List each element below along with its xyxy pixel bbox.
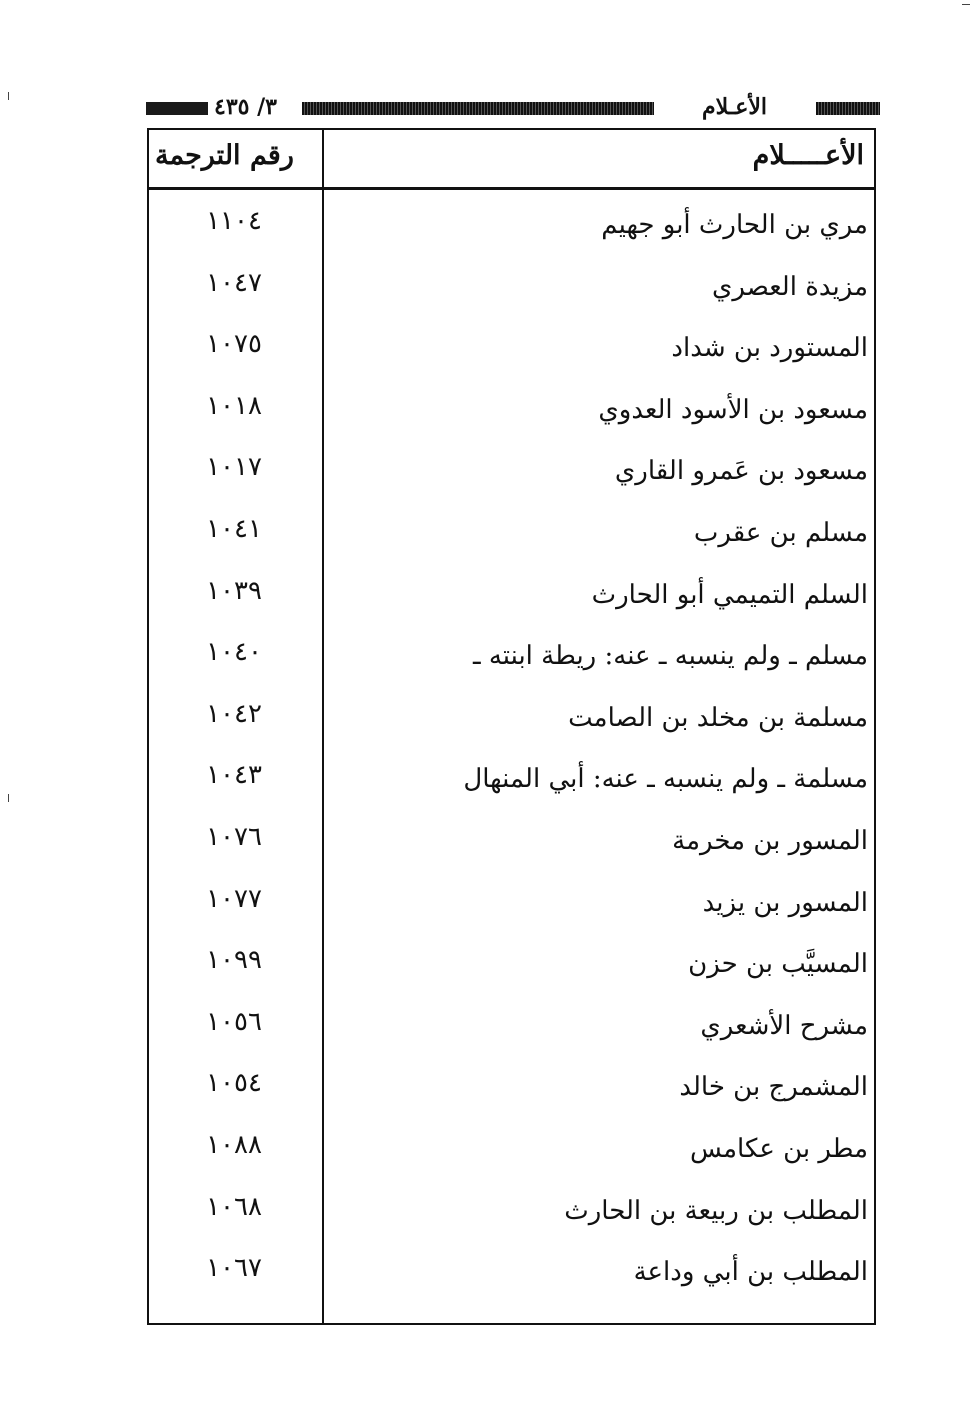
table-row [149, 321, 874, 383]
entry-name: مسلمة بن مخلد بن الصامت [568, 702, 868, 733]
table-row [149, 937, 874, 999]
entry-name: مطر بن عكامس [689, 1134, 868, 1164]
margin-mark [8, 92, 9, 100]
entry-number: ١٠٤٠ [206, 637, 262, 668]
table-row [149, 1122, 874, 1184]
entry-name: مسعود بن الأسود العدوي [598, 394, 868, 425]
table-row [149, 444, 874, 506]
entry-name: المطلب بن أبي وداعة [633, 1257, 868, 1288]
entry-name: مشرح الأشعري [700, 1010, 868, 1041]
page-reference: ٣/ ٤٣٥ [214, 94, 277, 120]
table-row [149, 568, 874, 630]
header-rule [149, 187, 876, 190]
entry-number: ١٠١٧ [206, 452, 262, 483]
entry-number: ١٠٤٢ [206, 698, 262, 729]
entry-name: المسور بن مخرمة [672, 826, 868, 856]
entry-name: مسعود بن عَمرو القاري [614, 456, 868, 487]
entry-name: مزيدة العصري [712, 271, 868, 302]
entry-number: ١٠٨٨ [206, 1130, 262, 1160]
table-row [149, 691, 874, 753]
entry-name: مري بن الحارث أبو جهيم [601, 210, 868, 240]
entry-name: المسيَّب بن حزن [688, 949, 868, 980]
index-table [147, 128, 876, 1325]
table-row [149, 629, 874, 691]
table-row [149, 1245, 874, 1307]
table-row [149, 1060, 874, 1122]
table-row [149, 260, 874, 322]
table-row [149, 999, 874, 1061]
entry-number: ١٠٤١ [206, 514, 262, 544]
table-row [149, 506, 874, 568]
names-column-header: الأعـــــلام [752, 140, 864, 171]
running-header [146, 96, 880, 122]
entry-number: ١٠١٨ [206, 390, 262, 421]
entry-name: المسور بن يزيد [702, 887, 868, 918]
entry-number: ١٠٧٦ [206, 822, 262, 852]
table-row [149, 752, 874, 814]
entry-number: ١٠٦٨ [206, 1191, 262, 1222]
header-bar-right [816, 102, 880, 115]
entry-number: ١٠٥٦ [206, 1006, 262, 1037]
header-bar-middle [302, 102, 654, 115]
margin-mark [962, 4, 970, 5]
entry-name: المشمرج بن خالد [679, 1072, 868, 1103]
table-row [149, 814, 874, 876]
entry-number: ١٠٧٧ [206, 883, 262, 914]
entry-name: مسلم ـ ولم ينسبه ـ عنه: ريطة ابنته ـ [472, 641, 868, 672]
entry-name: مسلم بن عقرب [693, 518, 868, 548]
entry-number: ١٠٣٩ [206, 575, 262, 606]
table-row [149, 198, 874, 260]
entry-number: ١١٠٤ [206, 206, 262, 236]
entry-number: ١٠٧٥ [206, 329, 262, 360]
entry-number: ١٠٥٤ [206, 1068, 262, 1099]
number-column-header: رقم الترجمة [155, 140, 294, 171]
entry-name: المطلب بن ربيعة بن الحارث [564, 1195, 868, 1226]
entry-number: ١٠٤٧ [206, 267, 262, 298]
entry-number: ١٠٤٣ [206, 760, 262, 791]
entry-name: السلم التميمي أبو الحارث [591, 579, 868, 610]
entry-name: المستورد بن شداد [671, 333, 868, 364]
table-row [149, 1184, 874, 1246]
header-bar-left [146, 102, 208, 115]
entry-number: ١٠٩٩ [206, 945, 262, 976]
entry-name: مسلمة ـ ولم ينسبه ـ عنه: أبي المنهال [463, 764, 868, 795]
table-row [149, 876, 874, 938]
table-row [149, 383, 874, 445]
section-title: الأعـلام [702, 94, 767, 120]
entry-number: ١٠٦٧ [206, 1253, 262, 1284]
margin-mark [8, 794, 9, 802]
